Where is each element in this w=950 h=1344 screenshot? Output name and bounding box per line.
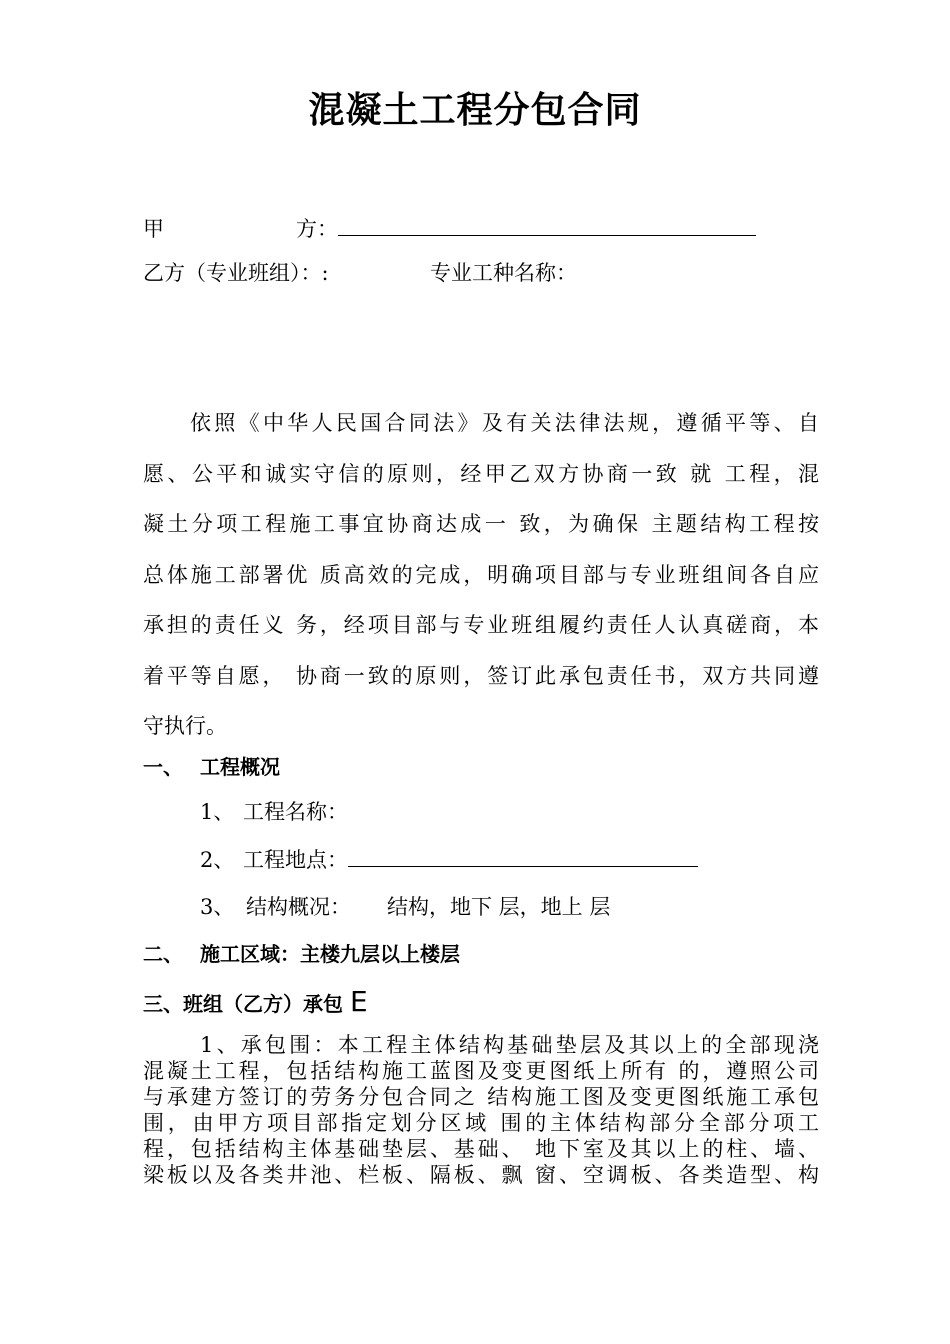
intro-line: 总体施工部署优 质高效的完成，明确项目部与专业班组间各自应 <box>143 562 819 587</box>
party-a-blank-line <box>338 215 756 236</box>
party-b-label: 乙方（专业班组）：: <box>143 261 329 285</box>
item-3-number: 3、 <box>200 895 235 919</box>
scope-line: 1、承包围：本工程主体结构基础垫层及其以上的全部现浇 <box>200 1033 819 1057</box>
scope-line: 混凝土工程，包括结构施工蓝图及变更图纸上所有 的，遵照公司 <box>143 1059 819 1083</box>
item-1-text: 工程名称： <box>243 800 348 824</box>
party-a-label-second <box>296 215 756 243</box>
intro-line: 愿、公平和诚实守信的原则，经甲乙双方协商一致 就 工程，混 <box>143 461 819 486</box>
intro-line: 依照《中华人民国合同法》及有关法律法规，遵循平等、自 <box>190 411 819 435</box>
intro-line: 承担的责任义 务，经项目部与专业班组履约责任人认真磋商，本 <box>143 613 819 637</box>
section-1-heading: 工程概况 <box>200 755 280 779</box>
scope-line: 与承建方签订的劳务分包合同之 结构施工图及变更图纸施工承包 <box>143 1085 819 1109</box>
section-1-number: 一、 <box>143 755 183 779</box>
scope-line: 围，由甲方项目部指定划分区域 围的主体结构部分全部分项工 <box>143 1111 819 1135</box>
address-blank-line <box>348 846 698 867</box>
scope-line: 梁板以及各类井池、栏板、隔板、飘 窗、空调板、各类造型、构 <box>143 1163 819 1187</box>
item-3-text: 结构概况： <box>246 895 351 919</box>
trade-name-label: 专业工种名称： <box>430 261 577 285</box>
intro-line: 着平等自愿， 协商一致的原则，签订此承包责任书，双方共同遵 <box>143 663 819 688</box>
intro-line: 凝土分项工程施工事宜协商达成一 致，为确保 主题结构工程按 <box>143 512 819 536</box>
party-a-label-first: 甲 <box>143 217 164 241</box>
intro-paragraph <box>143 398 819 752</box>
scope-paragraph <box>143 1032 819 1188</box>
item-3-detail: 结构，地下 层，地上 层 <box>387 895 611 919</box>
section-3-heading-text: 三、班组（乙方）承包 <box>143 992 343 1016</box>
intro-line: 守执行。 <box>143 714 227 738</box>
section-3-heading-tail: E <box>349 985 368 1018</box>
section-3-heading <box>143 985 368 1018</box>
item-2-row <box>243 846 698 874</box>
section-2-heading: 施工区域：主楼九层以上楼层 <box>200 942 460 966</box>
item-2-text: 工程地点： <box>243 848 348 872</box>
scope-line: 程，包括结构主体基础垫层、基础、 地下室及其以上的柱、墙、 <box>143 1137 819 1161</box>
item-1-number: 1、 <box>200 800 235 824</box>
section-2-number: 二、 <box>143 942 183 966</box>
document-title: 混凝土工程分包合同 <box>308 90 642 131</box>
party-a-label-second-text: 方： <box>296 217 338 241</box>
item-2-number: 2、 <box>200 848 235 872</box>
